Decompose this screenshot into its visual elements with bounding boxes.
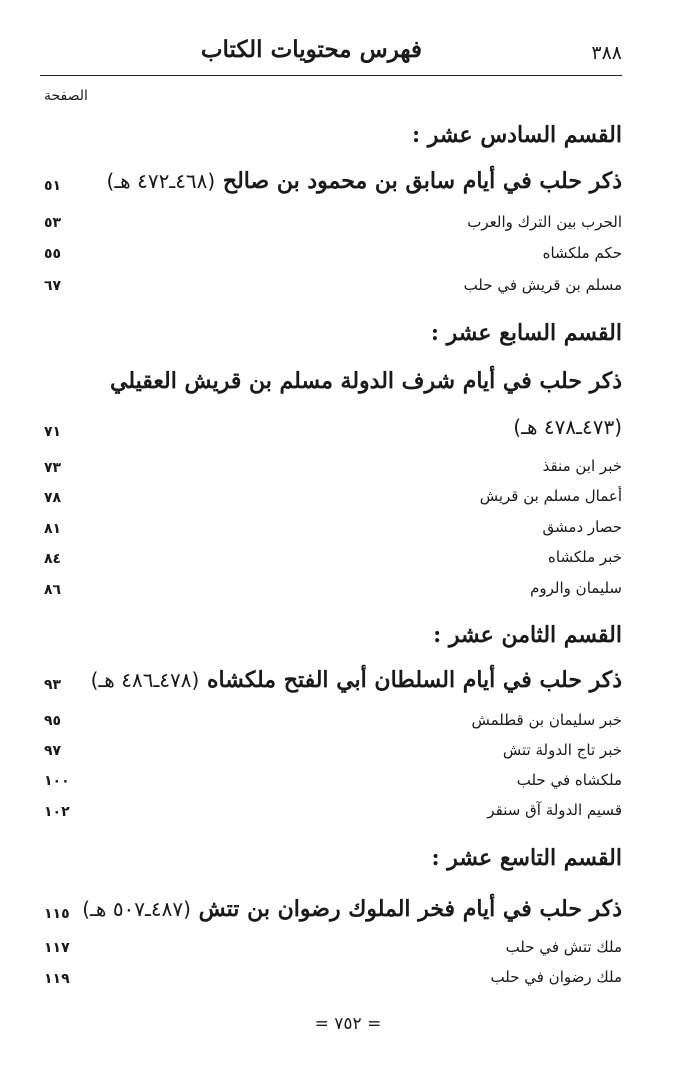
section-heading: القسم الثامن عشر :	[433, 622, 622, 648]
main-entry-page: ١١٥	[44, 906, 70, 922]
page-column-label: الصفحة	[44, 88, 88, 104]
main-entry-title: ذكر حلب في أيام فخر الملوك رضوان بن تتش	[198, 896, 622, 922]
sub-entry: ملك رضوان في حلب	[490, 968, 622, 986]
sub-entry: خبر ابن منقذ	[542, 457, 622, 475]
sub-entry-page: ٥٥	[44, 246, 62, 262]
main-entry-years: (٤٦٨ـ٤٧٢ هـ)	[106, 169, 216, 193]
section-heading: القسم السابع عشر :	[430, 320, 622, 346]
sub-entry: خبر تاج الدولة تتش	[502, 741, 622, 759]
sub-entry-page: ٧٨	[44, 490, 62, 506]
footer-page-number: = ٧٥٢ =	[314, 1014, 382, 1034]
main-entry-page: ٧١	[44, 424, 62, 440]
sub-entry: أعمال مسلم بن قريش	[479, 487, 622, 505]
sub-entry-page: ٨١	[44, 521, 62, 537]
section-heading: القسم التاسع عشر :	[431, 845, 622, 871]
sub-entry-page: ١١٧	[44, 940, 70, 956]
sub-entry: خبر سليمان بن قطلمش	[471, 711, 622, 729]
main-entry-years: (٤٧٨ـ٤٨٦ هـ)	[90, 668, 200, 692]
main-entry-years: (٤٧٣ـ٤٧٨ هـ)	[513, 415, 622, 439]
sub-entry: سليمان والروم	[530, 579, 622, 597]
main-entry-years: (٤٨٧ـ٥٠٧ هـ)	[82, 897, 191, 921]
main-entry-title: ذكر حلب في أيام شرف الدولة مسلم بن قريش العقيلي	[110, 368, 622, 394]
main-entry-years-line	[513, 414, 622, 440]
header-title: فهرس محتويات الكتاب	[200, 36, 422, 63]
sub-entry-page: ٦٧	[44, 278, 62, 294]
page-number: ٣٨٨	[591, 42, 622, 64]
main-entry-title: ذكر حلب في أيام سابق بن محمود بن صالح	[222, 168, 622, 194]
sub-entry: حصار دمشق	[542, 518, 622, 536]
sub-entry: ملكشاه في حلب	[516, 771, 622, 789]
sub-entry-page: ٨٤	[44, 551, 62, 567]
sub-entry: مسلم بن قريش في حلب	[463, 276, 622, 294]
main-entry	[82, 896, 622, 922]
main-entry-page: ٥١	[44, 178, 62, 194]
sub-entry-page: ١٠٢	[44, 804, 70, 820]
sub-entry: الحرب بين الترك والعرب	[467, 213, 622, 231]
header-rule	[40, 75, 622, 76]
sub-entry-page: ٩٧	[44, 743, 62, 759]
sub-entry-page: ١٠٠	[44, 773, 70, 789]
sub-entry-page: ٥٣	[44, 215, 62, 231]
sub-entry-page: ١١٩	[44, 971, 70, 987]
sub-entry-page: ٩٥	[44, 713, 62, 729]
running-header	[40, 36, 622, 70]
sub-entry: حكم ملكشاه	[542, 244, 622, 262]
main-entry	[107, 168, 622, 194]
main-entry	[91, 667, 622, 693]
sub-entry: خبر ملكشاه	[548, 548, 622, 566]
sub-entry: ملك تتش في حلب	[505, 938, 622, 956]
main-entry-page: ٩٣	[44, 677, 62, 693]
sub-entry: قسيم الدولة آق سنقر	[487, 801, 622, 819]
section-heading: القسم السادس عشر :	[412, 122, 622, 148]
sub-entry-page: ٧٣	[44, 460, 62, 476]
sub-entry-page: ٨٦	[44, 582, 62, 598]
main-entry-title: ذكر حلب في أيام السلطان أبي الفتح ملكشاه	[207, 667, 622, 693]
main-entry	[110, 368, 622, 394]
